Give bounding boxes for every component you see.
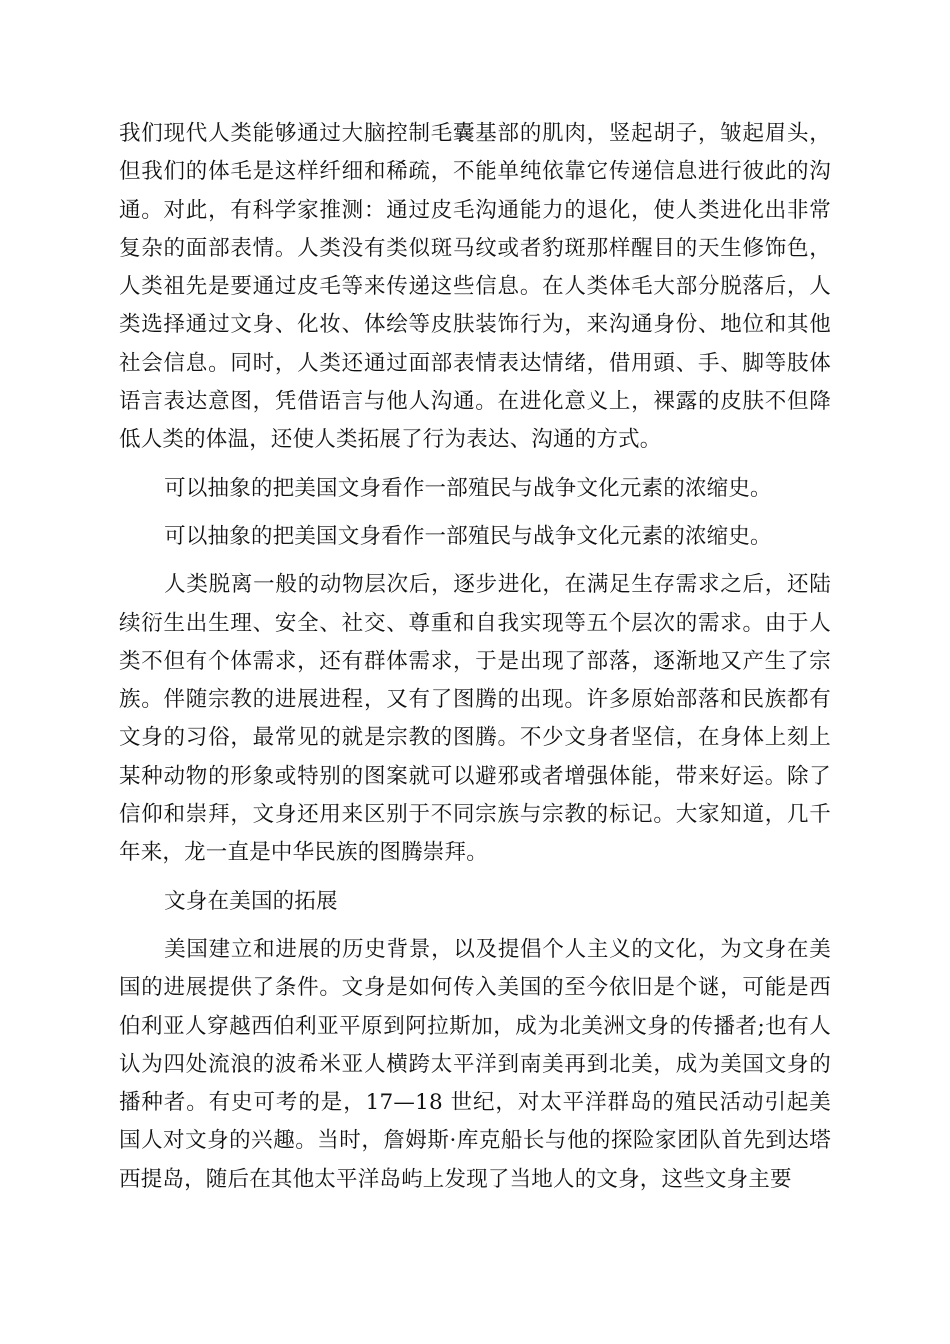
paragraph-totem: 人类脱离一般的动物层次后，逐步进化，在满足生存需求之后，还陆续衍生出生理、安全、社交、尊重和自我实现等五个层次的需求。由于人类不但有个体需求，还有群体需求，于是出现了部落，逐渐地又产生了宗族。伴随宗教的进展进程，又有了图腾的出现。许多原始部落和民族都有文身的习俗，最常见的就是宗教的图腾。不少文身者坚信，在身体上刻上某种动物的形象或特别的图案就可以避邪或者增强体能，带来好运。除了信仰和崇拜，文身还用来区别于不同宗族与宗教的标记。大家知道，几千年来，龙一直是中华民族的图腾崇拜。 — [119, 572, 831, 866]
paragraph-gap — [119, 508, 831, 518]
paragraph-gap — [119, 873, 831, 883]
paragraph-summary-2: 可以抽象的把美国文身看作一部殖民与战争文化元素的浓缩史。 — [164, 523, 772, 549]
paragraph-summary-1: 可以抽象的把美国文身看作一部殖民与战争文化元素的浓缩史。 — [164, 475, 772, 501]
paragraph-gap — [119, 460, 831, 470]
section-heading: 文身在美国的拓展 — [164, 888, 338, 914]
document-page — [119, 115, 831, 1199]
paragraph-gap — [119, 921, 831, 931]
paragraph-gap — [119, 556, 831, 566]
paragraph-tattoo-america: 美国建立和进展的历史背景，以及提倡个人主义的文化，为文身在美国的进展提供了条件。文身是如何传入美国的至今依旧是个谜，可能是西伯利亚人穿越西伯利亚平原到阿拉斯加，成为北美洲文身的传播者;也有人认为四处流浪的波希米亚人横跨太平洋到南美再到北美，成为美国文身的播种者。有史可考的是，17—18 世纪，对太平洋群岛的殖民活动引起美国人对文身的兴趣。当时，詹姆斯·库克船长与他的探险家团队首先到达塔西提岛，随后在其他太平洋岛屿上发现了当地人的文身，这些文身主要 — [119, 936, 831, 1192]
paragraph-skin-communication: 我们现代人类能够通过大脑控制毛囊基部的肌肉，竖起胡子，皱起眉头，但我们的体毛是这样纤细和稀疏，不能单纯依靠它传递信息进行彼此的沟通。对此，有科学家推测：通过皮毛沟通能力的退化，使人类进化出非常复杂的面部表情。人类没有类似斑马纹或者豹斑那样醒目的天生修饰色，人类祖先是要通过皮毛等来传递这些信息。在人类体毛大部分脱落后，人类选择通过文身、化妆、体绘等皮肤装饰行为，来沟通身份、地位和其他社会信息。同时，人类还通过面部表情表达情绪，借用頭、手、脚等肢体语言表达意图，凭借语言与他人沟通。在进化意义上，裸露的皮肤不但降低人类的体温，还使人类拓展了行为表达、沟通的方式。 — [119, 121, 831, 453]
